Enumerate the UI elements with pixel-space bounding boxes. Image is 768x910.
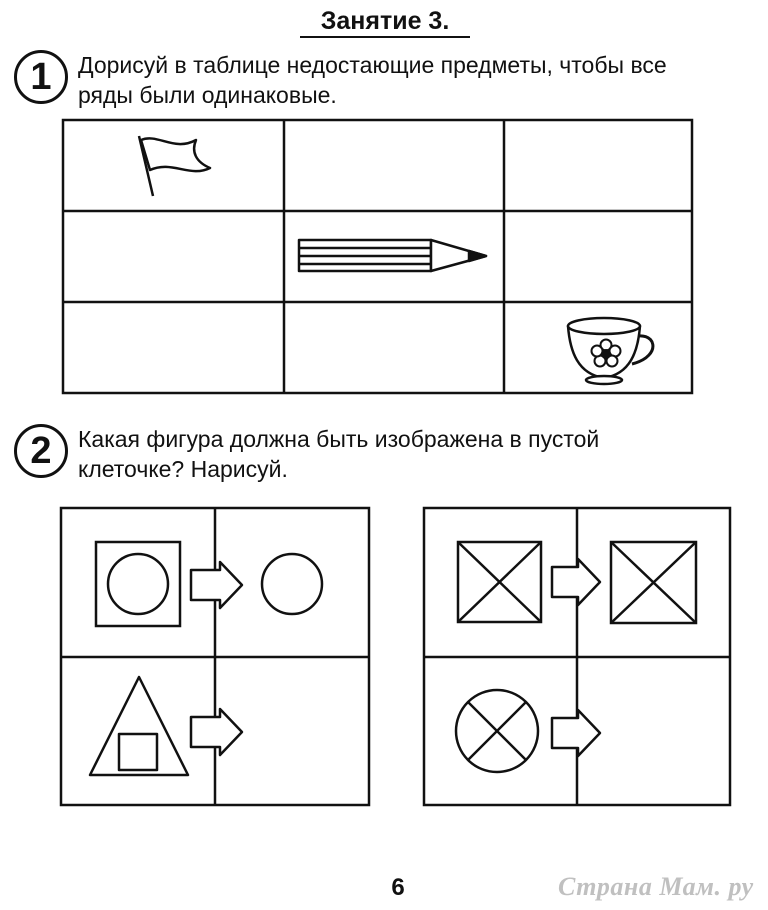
task-1-instruction-line-1: Дорисуй в таблице недостающие предметы, чтобы все bbox=[78, 52, 667, 78]
task-2-instruction-line-1: Какая фигура должна быть изображена в пустой bbox=[78, 426, 600, 452]
pencil-icon bbox=[299, 240, 486, 271]
x-in-circle-figure bbox=[456, 690, 538, 772]
teacup-icon bbox=[568, 318, 653, 384]
x-in-square-figure bbox=[458, 542, 541, 622]
page-title: Занятие 3. bbox=[300, 6, 470, 38]
task-1-instruction-line-2: ряды были одинаковые. bbox=[78, 82, 337, 108]
arrow-icon bbox=[552, 559, 600, 605]
watermark-suffix: . ру bbox=[714, 872, 754, 901]
arrow-icon bbox=[191, 709, 242, 755]
watermark bbox=[558, 872, 754, 902]
task-2-instruction-line-2: клеточке? Нарисуй. bbox=[78, 456, 288, 482]
flag-icon bbox=[139, 136, 210, 196]
task-2-puzzle-a bbox=[61, 508, 369, 805]
arrow-icon bbox=[191, 562, 242, 608]
circle-figure bbox=[262, 554, 322, 614]
task-2-number-badge: 2 bbox=[14, 424, 68, 478]
square-in-triangle-figure bbox=[90, 677, 188, 775]
x-in-square-figure bbox=[611, 542, 696, 623]
page-number: 6 bbox=[391, 874, 405, 901]
circle-in-square-figure bbox=[96, 542, 180, 626]
watermark-text: Страна Мам bbox=[558, 872, 715, 901]
task-2-instruction bbox=[78, 424, 599, 484]
task-1-number-badge: 1 bbox=[14, 50, 68, 104]
arrow-icon bbox=[552, 710, 600, 756]
